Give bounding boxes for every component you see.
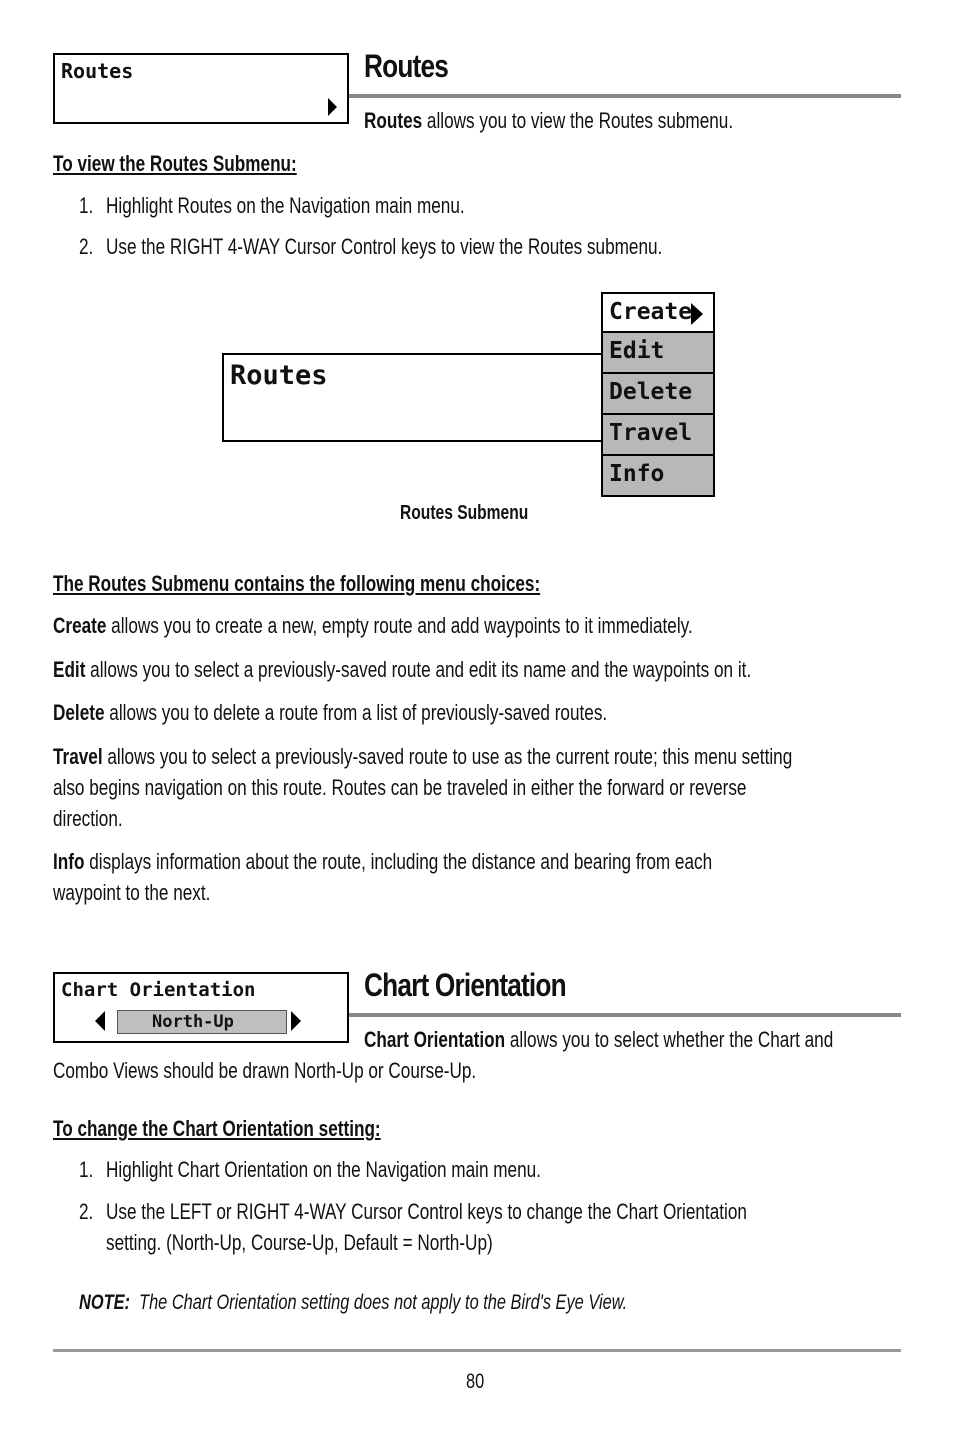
chart-step-2-text-1: Use the LEFT or RIGHT 4-WAY Cursor Control keys to change the Chart Orientation: [106, 1199, 747, 1224]
routes-menu-icon-box: [53, 53, 349, 124]
right-arrow-icon: [328, 98, 337, 116]
chart-step-1-text: Highlight Chart Orientation on the Navigation main menu.: [106, 1157, 541, 1182]
submenu-item-edit-label: Edit: [609, 338, 665, 364]
choice-edit: [53, 654, 751, 685]
choice-info-text-1: displays information about the route, including the distance and bearing from each: [84, 849, 713, 874]
choice-info-line-2: waypoint to the next.: [53, 880, 211, 905]
chart-step-2-text-2: setting. (North-Up, Course-Up, Default = North-Up): [106, 1230, 493, 1255]
submenu-right-arrow-icon: [691, 303, 703, 325]
routes-title-rule: [349, 94, 901, 98]
chart-intro-term: Chart Orientation: [364, 1027, 506, 1052]
orientation-value: North-Up: [152, 1012, 234, 1032]
routes-intro: [364, 105, 733, 136]
submenu-item-travel-label: Travel: [609, 420, 693, 446]
chart-intro: [364, 1024, 833, 1055]
routes-submenu: [601, 292, 715, 497]
choice-info-term: Info: [53, 849, 85, 874]
note-label: NOTE:: [79, 1291, 130, 1314]
routes-figure-menu-box: [222, 353, 604, 442]
submenu-item-edit[interactable]: [601, 333, 715, 374]
chart-intro-line-2: Combo Views should be drawn North-Up or Course-Up.: [53, 1058, 477, 1083]
chart-step-1-num: 1.: [79, 1157, 94, 1182]
submenu-item-delete-label: Delete: [609, 379, 693, 405]
chart-step-2-num: 2.: [79, 1199, 94, 1224]
choice-create: [53, 610, 693, 641]
choice-travel-line-2: also begins navigation on this route. Routes can be traveled in either the forward or reverse: [53, 775, 747, 800]
choices-heading: The Routes Submenu contains the following menu choices:: [53, 571, 541, 596]
choice-delete: [53, 697, 607, 728]
chart-orientation-menu-label: Chart Orientation: [61, 979, 256, 1001]
choice-edit-term: Edit: [53, 657, 86, 682]
choice-create-term: Create: [53, 613, 107, 638]
routes-step-1-text: Highlight Routes on the Navigation main menu.: [106, 193, 465, 218]
routes-figure-menu-label: Routes: [230, 360, 328, 391]
submenu-item-create-label: Create: [609, 299, 693, 325]
chart-title-rule: [349, 1013, 901, 1017]
submenu-item-info[interactable]: [601, 456, 715, 497]
routes-intro-term: Routes: [364, 108, 423, 133]
view-routes-heading: To view the Routes Submenu:: [53, 151, 297, 176]
choice-delete-text: allows you to delete a route from a list of previously-saved routes.: [104, 700, 608, 725]
submenu-item-info-label: Info: [609, 461, 665, 487]
routes-step-2-num: 2.: [79, 234, 94, 259]
choice-delete-term: Delete: [53, 700, 105, 725]
choice-create-text: allows you to create a new, empty route and add waypoints to it immediately.: [106, 613, 693, 638]
choice-edit-text: allows you to select a previously-saved route and edit its name and the waypoints on it.: [85, 657, 752, 682]
choice-travel-line-3: direction.: [53, 806, 123, 831]
right-arrow-icon: [291, 1011, 301, 1031]
routes-step-1-num: 1.: [79, 193, 94, 218]
chart-intro-text: allows you to select whether the Chart and: [505, 1027, 834, 1052]
note: [79, 1287, 627, 1318]
choice-travel-term: Travel: [53, 744, 103, 769]
change-orientation-heading: To change the Chart Orientation setting:: [53, 1116, 381, 1141]
orientation-value-selector[interactable]: [117, 1010, 287, 1034]
choice-travel: [53, 741, 792, 772]
submenu-item-create[interactable]: [601, 292, 715, 333]
routes-menu-label: Routes: [61, 59, 134, 83]
page-number: 80: [466, 1370, 485, 1393]
chart-orientation-section-title: Chart Orientation: [364, 967, 566, 1003]
chart-orientation-menu-icon-box: [53, 972, 349, 1043]
routes-intro-text: allows you to view the Routes submenu.: [422, 108, 734, 133]
choice-info: [53, 846, 712, 877]
routes-section-title: Routes: [364, 48, 449, 84]
routes-step-2-text: Use the RIGHT 4-WAY Cursor Control keys to view the Routes submenu.: [106, 234, 663, 259]
submenu-item-delete[interactable]: [601, 374, 715, 415]
submenu-item-travel[interactable]: [601, 415, 715, 456]
choice-travel-text-1: allows you to select a previously-saved route to use as the current route; this menu setting: [102, 744, 793, 769]
footer-rule: [53, 1349, 901, 1352]
note-text: The Chart Orientation setting does not apply to the Bird's Eye View.: [139, 1291, 628, 1314]
left-arrow-icon: [95, 1011, 105, 1031]
figure-caption: Routes Submenu: [400, 502, 529, 524]
